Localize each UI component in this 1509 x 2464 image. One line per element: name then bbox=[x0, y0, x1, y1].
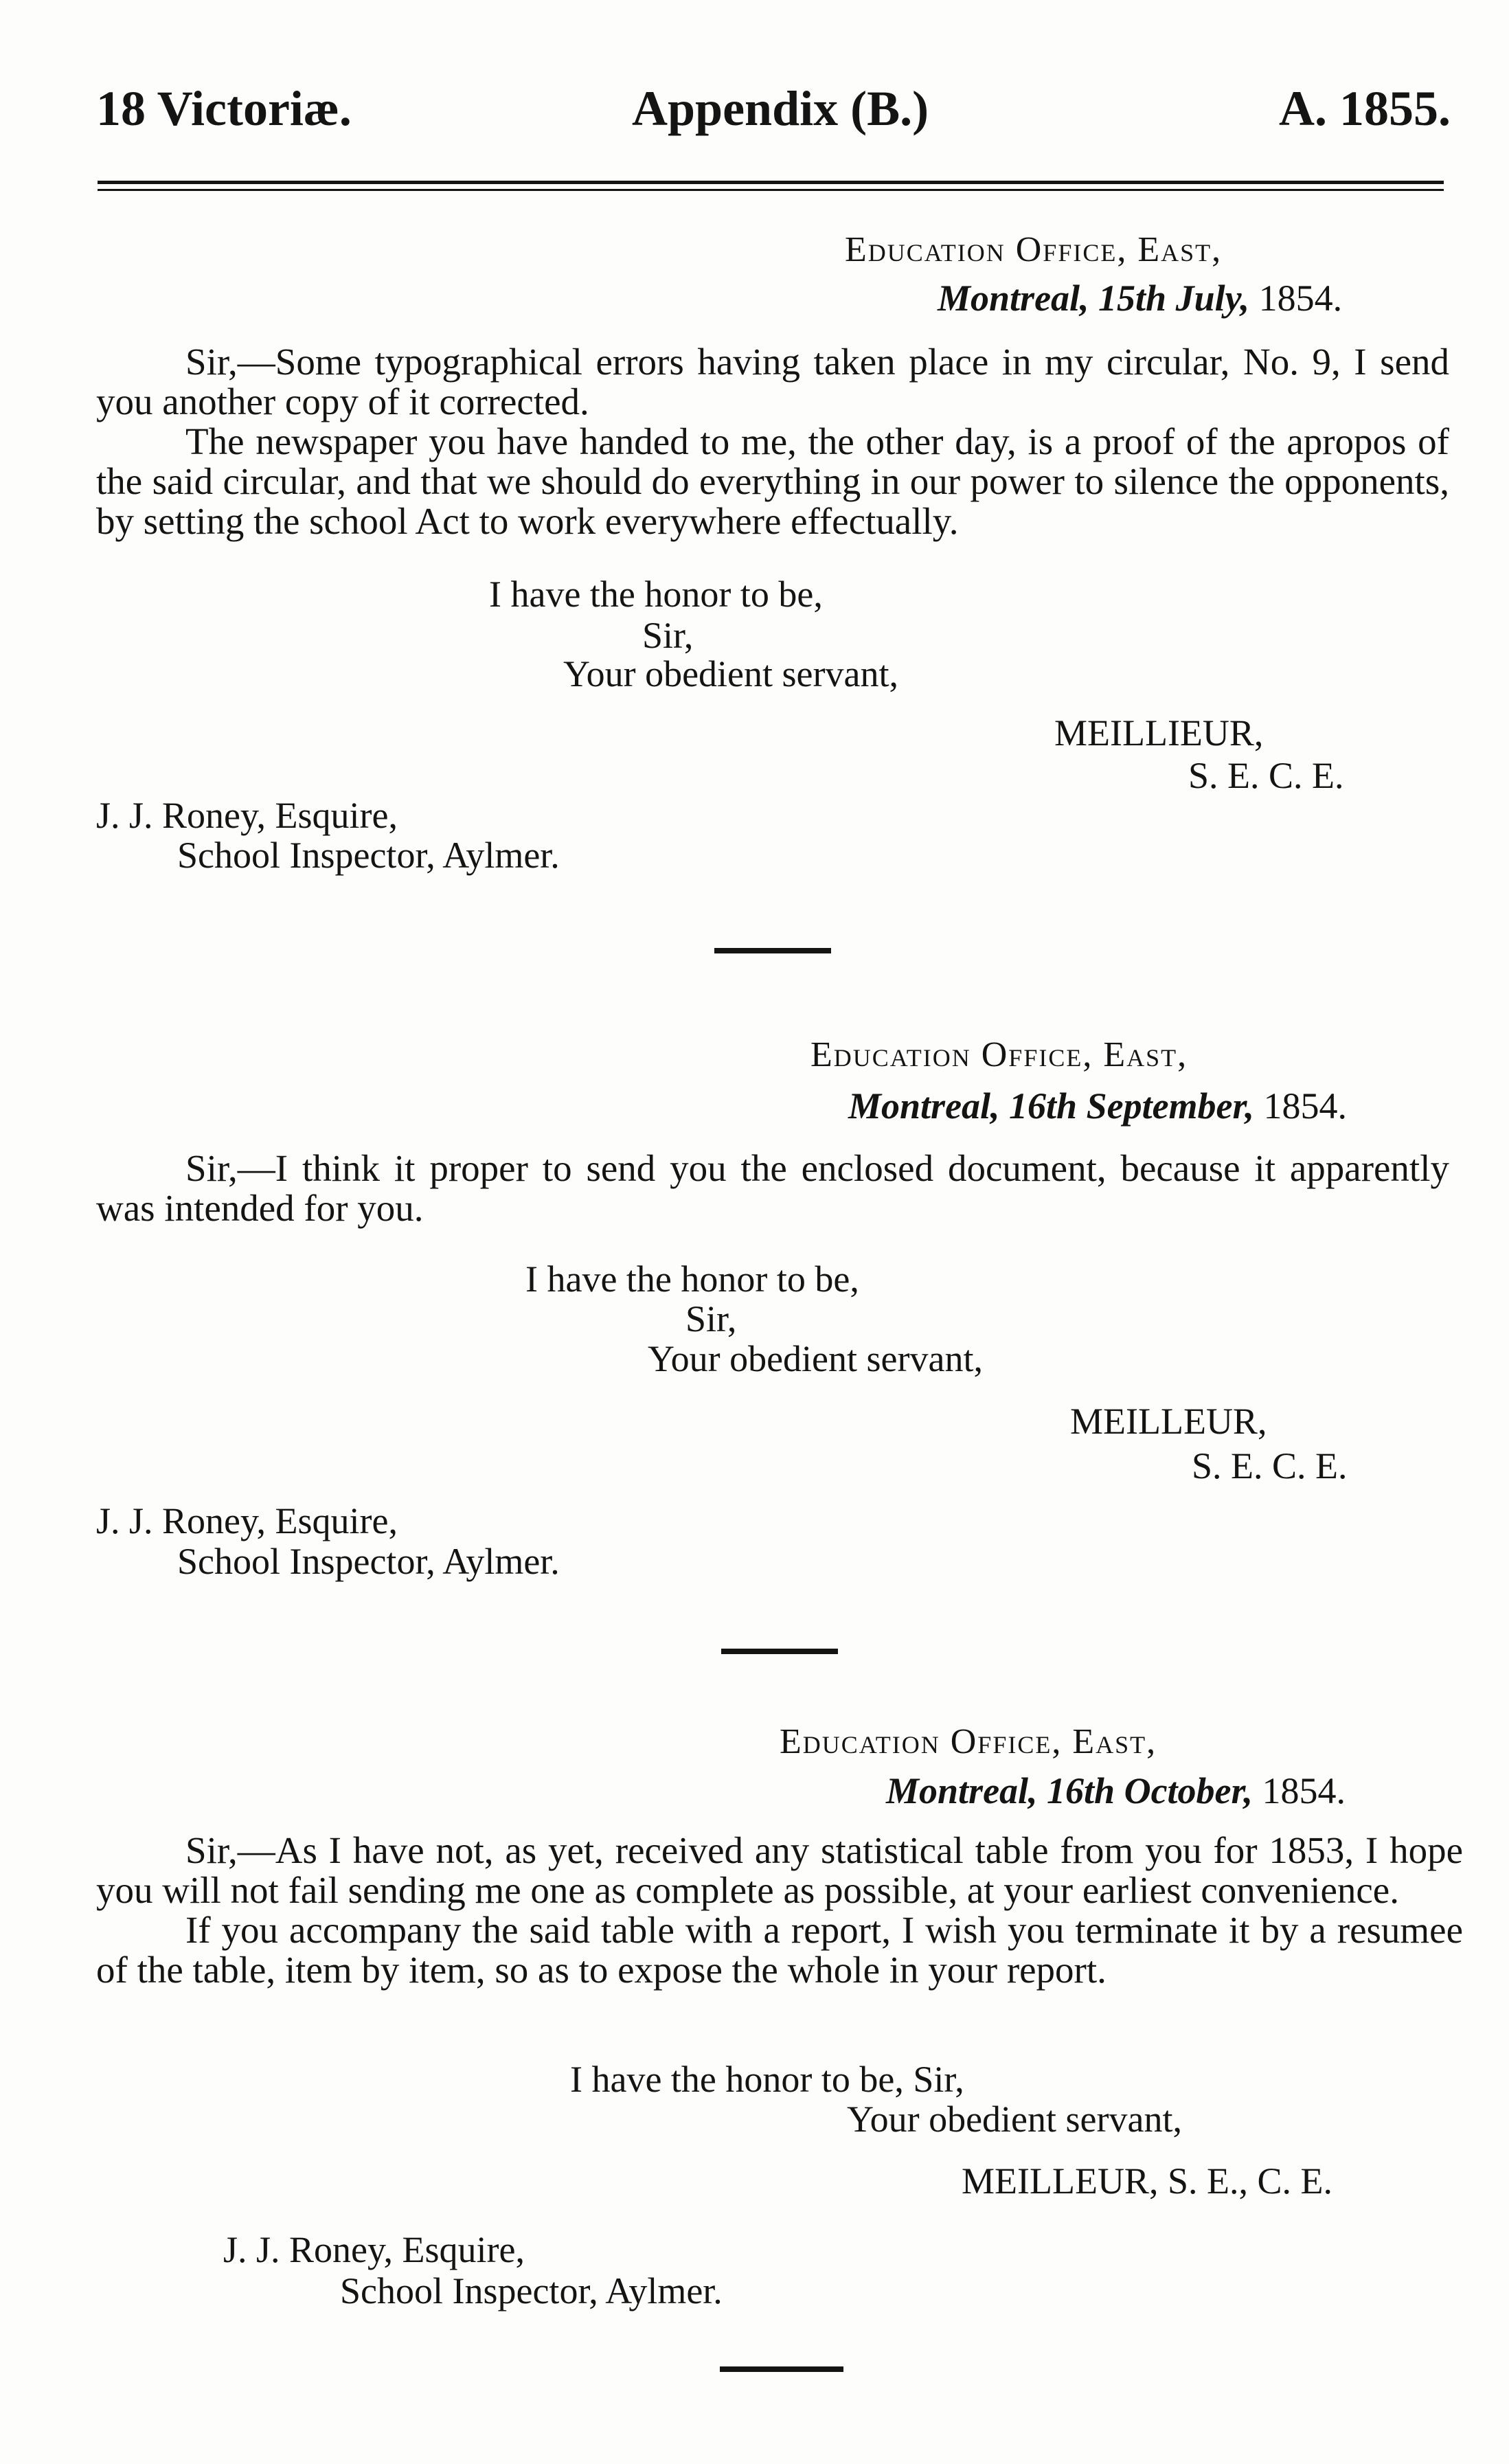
letter-2-close-line-3: Your obedient servant, bbox=[648, 1338, 983, 1379]
letter-2-paragraph-1: Sir,—I think it proper to send you the enclosed document, because it apparently was intended for you. bbox=[96, 1147, 1449, 1229]
header-rule-top bbox=[98, 181, 1444, 184]
letter-3-date: Montreal, 16th October, 1854. bbox=[886, 1770, 1346, 1811]
letter-2-date: Montreal, 16th September, 1854. bbox=[848, 1085, 1348, 1127]
letter-3-close-line-1: I have the honor to be, Sir, bbox=[570, 2059, 964, 2100]
letter-1-close-line-2: Sir, bbox=[642, 615, 694, 656]
letter-2-body bbox=[96, 1149, 1449, 1228]
letter-1-paragraph-2: The newspaper you have handed to me, the other day, is a proof of the apropos of the said circular, and that we should do everything in our power to silence the opponents, by setting the school Act to work everywhere effectually. bbox=[96, 420, 1449, 542]
letter-3-paragraph-1: Sir,—As I have not, as yet, received any statistical table from you for 1853, I hope you will not fail sending me one as complete as possible, at your earliest convenience. bbox=[96, 1829, 1463, 1911]
letter-2-close-line-2: Sir, bbox=[685, 1298, 737, 1340]
letter-1-title: S. E. C. E. bbox=[1188, 755, 1344, 796]
letter-1-body bbox=[96, 342, 1449, 541]
letter-1-paragraph-1: Sir,—Some typographical errors having taken place in my circular, No. 9, I send you another copy of it corrected. bbox=[96, 341, 1449, 422]
letter-2-addressee-name: J. J. Roney, Esquire, bbox=[96, 1500, 398, 1541]
letter-3-addressee-name: J. J. Roney, Esquire, bbox=[223, 2229, 525, 2270]
header-right: A. 1855. bbox=[1279, 81, 1451, 136]
letter-2-office: Education Office, East, bbox=[810, 1035, 1188, 1074]
letter-1-signature: MEILLIEUR, bbox=[1054, 712, 1264, 754]
letter-2-title: S. E. C. E. bbox=[1192, 1445, 1348, 1487]
separator-1 bbox=[714, 948, 831, 953]
letter-3-office: Education Office, East, bbox=[780, 1722, 1157, 1761]
separator-2 bbox=[721, 1649, 838, 1654]
letter-3-signature: MEILLEUR, S. E., C. E. bbox=[962, 2160, 1332, 2202]
letter-1-close-line-1: I have the honor to be, bbox=[489, 574, 823, 615]
letter-3-paragraph-2: If you accompany the said table with a report, I wish you terminate it by a resumee of the table, item by item, so as to expose the whole in your report. bbox=[96, 1909, 1463, 1991]
letter-3-body bbox=[96, 1831, 1463, 1990]
letter-1-office: Education Office, East, bbox=[845, 230, 1223, 269]
separator-3 bbox=[720, 2366, 843, 2372]
letter-2-signature: MEILLEUR, bbox=[1070, 1401, 1267, 1442]
header-left: 18 Victoriæ. bbox=[96, 81, 352, 136]
letter-1-close-line-3: Your obedient servant, bbox=[563, 653, 898, 694]
letter-3-addressee-role: School Inspector, Aylmer. bbox=[340, 2270, 723, 2312]
letter-1-addressee-role: School Inspector, Aylmer. bbox=[177, 835, 560, 876]
letter-2-close-line-1: I have the honor to be, bbox=[525, 1258, 859, 1300]
letter-3-close-line-2: Your obedient servant, bbox=[847, 2099, 1182, 2140]
header-rule-bottom bbox=[98, 189, 1444, 191]
letter-1-date: Montreal, 15th July, 1854. bbox=[938, 278, 1343, 319]
letter-2-addressee-role: School Inspector, Aylmer. bbox=[177, 1541, 560, 1582]
header-center: Appendix (B.) bbox=[632, 81, 929, 136]
letter-1-addressee-name: J. J. Roney, Esquire, bbox=[96, 795, 398, 836]
